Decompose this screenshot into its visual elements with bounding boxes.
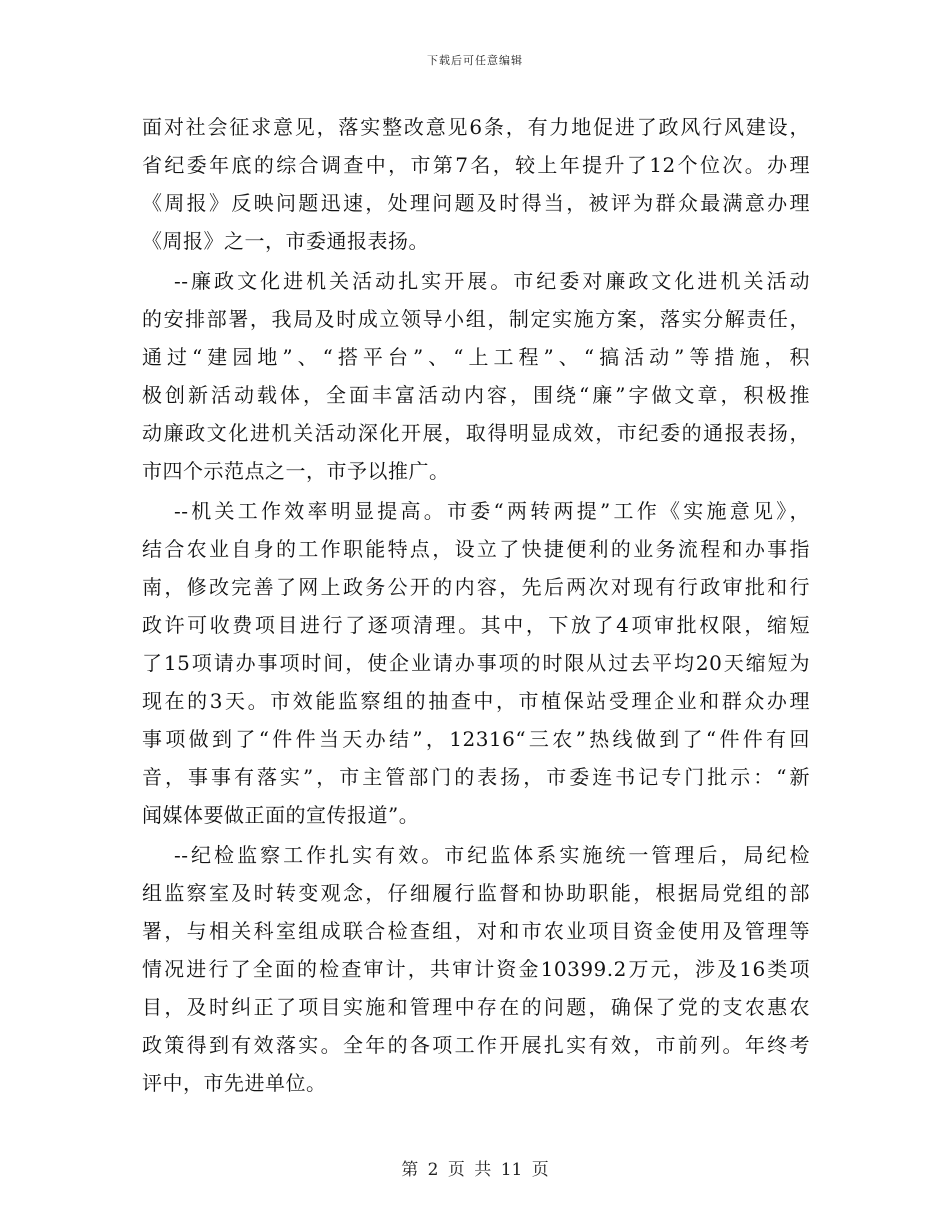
text-line: 面对社会征求意见，落实整改意见6条，有力地促进了政风行风建设， (142, 115, 810, 139)
text-line: 闻媒体要做正面的宣传报道”。 (142, 803, 420, 827)
text-line: 通过“建园地”、“搭平台”、“上工程”、“搞活动”等措施，积 (142, 345, 810, 369)
text-line: 动廉政文化进机关活动深化开展，取得明显成效，市纪委的通报表扬， (142, 421, 810, 445)
paragraph-2 (142, 262, 810, 490)
paragraph-1 (142, 108, 810, 260)
text-line: 的安排部署，我局及时成立领导小组，制定实施方案，落实分解责任， (142, 307, 810, 331)
paragraph-4 (142, 836, 810, 1102)
text-line: 署，与相关科室组成联合检查组，对和市农业项目资金使用及管理等 (142, 919, 810, 943)
text-line: --机关工作效率明显提高。市委“两转两提”工作《实施意见》， (174, 499, 810, 523)
text-line: 组监察室及时转变观念，仔细履行监督和协助职能，根据局党组的部 (142, 881, 810, 905)
text-line: 极创新活动载体，全面丰富活动内容，围绕“廉”字做文章，积极推 (142, 383, 810, 407)
text-line: 《周报》反映问题迅速，处理问题及时得当，被评为群众最满意办理 (142, 191, 810, 215)
document-body (142, 108, 810, 1102)
text-line: 音，事事有落实”，市主管部门的表扬，市委连书记专门批示：“新 (142, 765, 810, 789)
paragraph-3 (142, 492, 810, 834)
text-line: 评中，市先进单位。 (142, 1071, 327, 1095)
text-line: 目，及时纠正了项目实施和管理中存在的问题，确保了党的支农惠农 (142, 995, 810, 1019)
text-line: 现在的3天。市效能监察组的抽查中，市植保站受理企业和群众办理 (142, 689, 810, 713)
page-header: 下载后可任意编辑 (427, 54, 523, 67)
page-number: 第 2 页 共 11 页 (401, 1160, 549, 1180)
text-line: 事项做到了“件件当天办结”，12316“三农”热线做到了“件件有回 (142, 727, 810, 751)
text-line: 政许可收费项目进行了逐项清理。其中，下放了4项审批权限，缩短 (142, 613, 810, 637)
text-line: 市四个示范点之一，市予以推广。 (142, 459, 450, 483)
text-line: 情况进行了全面的检查审计，共审计资金10399.2万元，涉及16类项 (142, 957, 810, 981)
text-line: 结合农业自身的工作职能特点，设立了快捷便利的业务流程和办事指 (142, 537, 810, 561)
text-line: 了15项请办事项时间，使企业请办事项的时限从过去平均20天缩短为 (142, 651, 810, 675)
text-line: 省纪委年底的综合调查中，市第7名，较上年提升了12个位次。办理 (142, 153, 810, 177)
text-line: --纪检监察工作扎实有效。市纪监体系实施统一管理后，局纪检 (174, 843, 810, 867)
text-line: 南，修改完善了网上政务公开的内容，先后两次对现有行政审批和行 (142, 575, 810, 599)
text-line: 政策得到有效落实。全年的各项工作开展扎实有效，市前列。年终考 (142, 1033, 810, 1057)
text-line: --廉政文化进机关活动扎实开展。市纪委对廉政文化进机关活动 (174, 269, 810, 293)
text-line: 《周报》之一，市委通报表扬。 (142, 229, 429, 253)
